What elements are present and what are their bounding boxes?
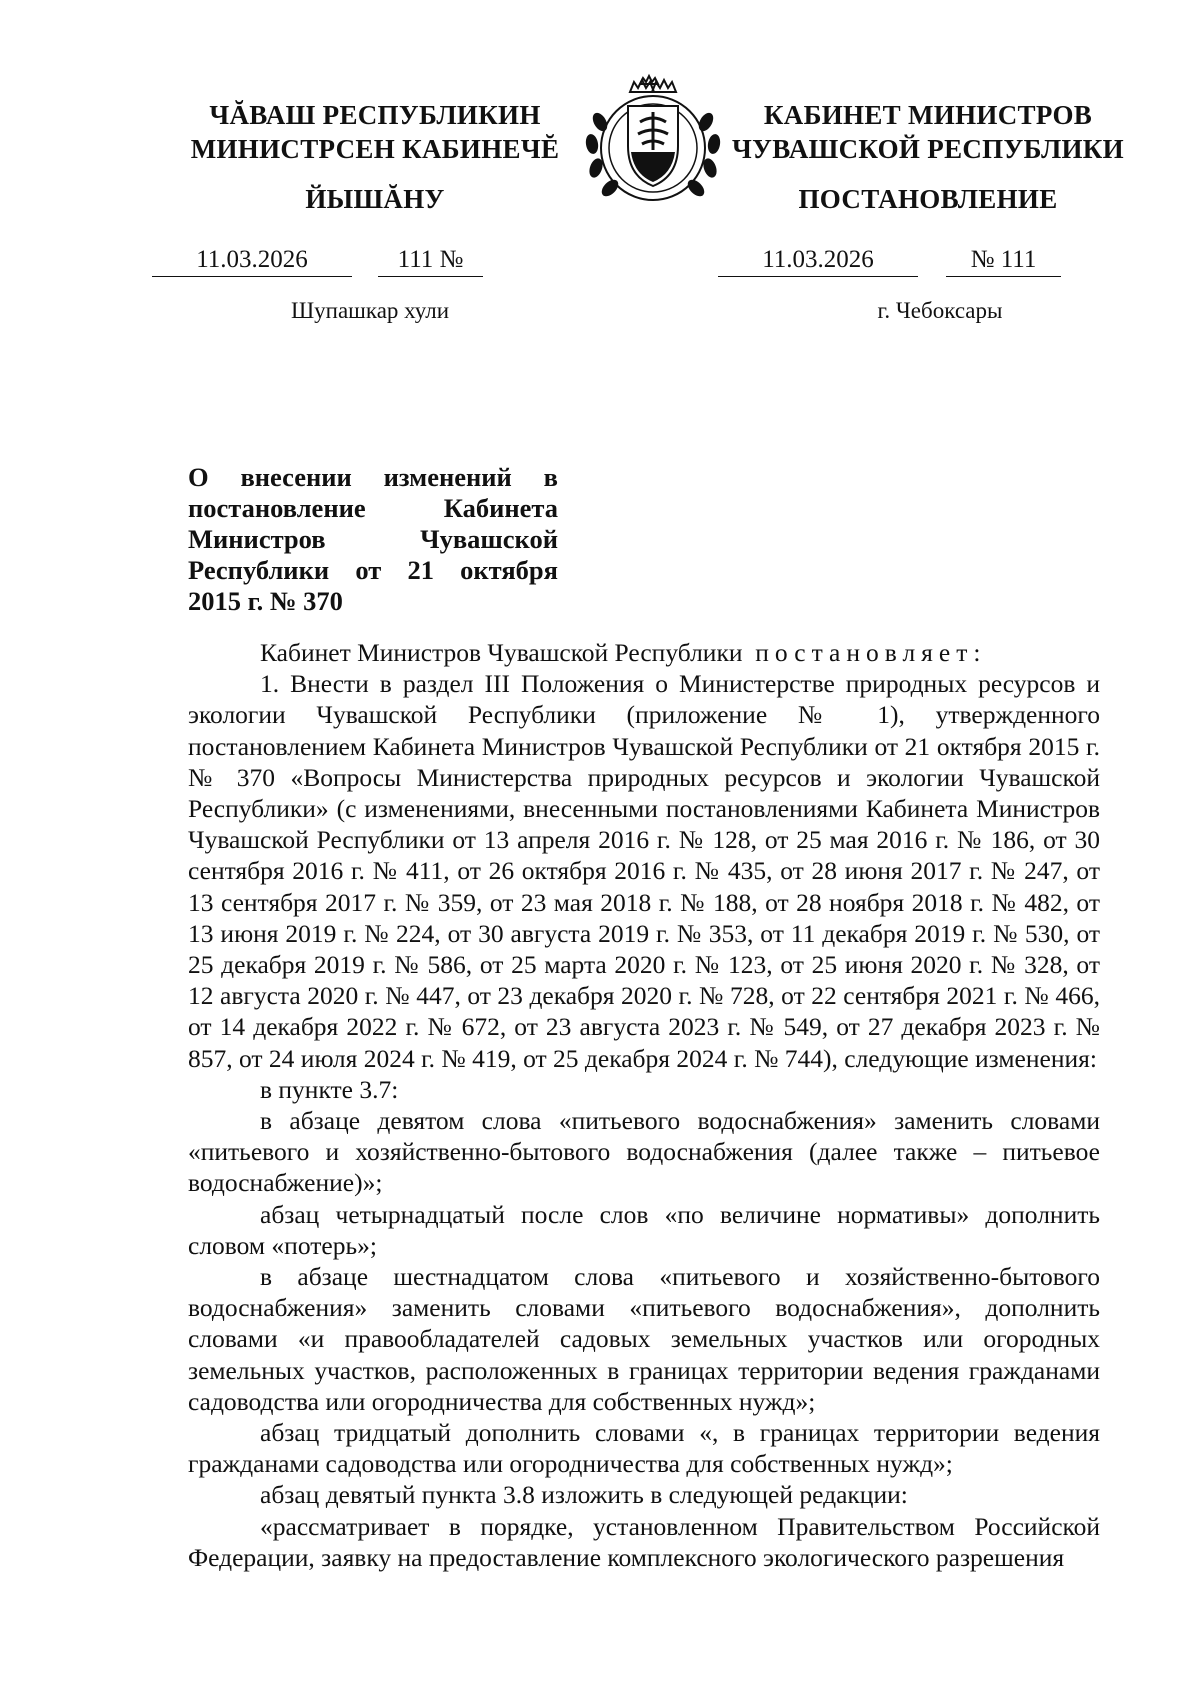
body-paragraph: 1. Внести в раздел III Положения о Министерстве природных ресурсов и экологии Чувашской Республики (приложение № 1), утвержденного постановлением Кабинета Министров Чувашской Республики от 21 октября 2015 г. № 370 «Вопросы Министерства природных ресурсов и экологии Чувашской Республики» (с изменениями, внесенными постановлениями Кабинета Министров Чувашской Республики от 13 апреля 2016 г. № 128, от 25 мая 2016 г. № 186, от 30 сентября 2016 г. № 411, от 26 октября 2016 г. № 435, от 28 июня 2017 г. № 247, от 13 сентября 2017 г. № 359, от 23 мая 2018 г. № 188, от 28 ноября 2018 г. № 482, от 13 июня 2019 г. № 224, от 30 августа 2019 г. № 353, от 11 декабря 2019 г. № 530, от 25 декабря 2019 г. № 586, от 25 марта 2020 г. № 123, от 25 июня 2020 г. № 328, от 12 августа 2020 г. № 447, от 23 декабря 2020 г. № 728, от 22 сентября 2021 г. № 466, от 14 декабря 2022 г. № 672, от 23 августа 2023 г. № 549, от 27 декабря 2023 г. № 857, от 24 июля 2024 г. № 419, от 25 декабря 2024 г. № 744), следующие изменения: <box>188 669 1100 1073</box>
right-place: г. Чебоксары <box>877 298 1003 323</box>
body-paragraph: в абзаце девятом слова «питьевого водоснабжения» заменить словами «питьевого и хозяйственно-бытового водоснабжения (далее также – питьевое водоснабжение)»; <box>188 1106 1100 1198</box>
body-paragraph: «рассматривает в порядке, установленном Правительством Российской Федерации, заявку на предоставление комплексного экологического разрешения <box>188 1511 1100 1572</box>
right-date-field: 11.03.2026 <box>718 246 918 277</box>
coat-of-arms-icon <box>578 72 728 212</box>
intro-verb: постановляет: <box>755 638 987 667</box>
body-paragraph: абзац тридцатый дополнить словами «, в границах территории ведения гражданами садоводства или огородничества для собственных нужд»; <box>188 1418 1100 1479</box>
right-header-line1: КАБИНЕТ МИНИСТРОВ <box>763 100 1093 130</box>
body-paragraph: в пункте 3.7: <box>260 1074 399 1104</box>
left-header-line2: МИНИСТРСЕН КАБИНЕЧĔ <box>190 134 560 164</box>
body-paragraph: абзац четырнадцатый после слов «по величине нормативы» дополнить словом «потерь»; <box>188 1199 1100 1260</box>
left-date-field: 11.03.2026 <box>152 246 352 277</box>
body-paragraph: в абзаце шестнадцатом слова «питьевого и хозяйственно-бытового водоснабжения» заменить словами «питьевого водоснабжения», дополнить словами «и правообладателей садовых земельных участков или огородных земельных участков, расположенных в границах территории ведения гражданами садоводства или огородничества для собственных нужд»; <box>188 1262 1100 1416</box>
right-number-field: № 111 <box>946 246 1061 277</box>
intro-prefix: Кабинет Министров Чувашской Республики <box>260 638 743 667</box>
document-subject: О внесении изменений в постановление Кабинета Министров Чувашской Республики от 21 октября 2015 г. № 370 <box>188 462 558 616</box>
right-doc-type: ПОСТАНОВЛЕНИЕ <box>798 184 1058 214</box>
left-place: Шупашкар хули <box>290 298 450 323</box>
right-header-title <box>718 98 1138 166</box>
left-header-title <box>165 98 585 166</box>
body-paragraph: абзац девятый пункта 3.8 изложить в следующей редакции: <box>260 1480 908 1510</box>
right-header-line2: ЧУВАШСКОЙ РЕСПУБЛИКИ <box>732 134 1124 164</box>
left-doc-type: ЙЫШĂНУ <box>305 184 445 214</box>
intro-paragraph <box>188 637 1100 668</box>
left-number-field: 111 № <box>378 246 483 277</box>
left-header-line1: ЧĂВАШ РЕСПУБЛИКИН <box>209 100 541 130</box>
document-body <box>188 637 1100 1573</box>
